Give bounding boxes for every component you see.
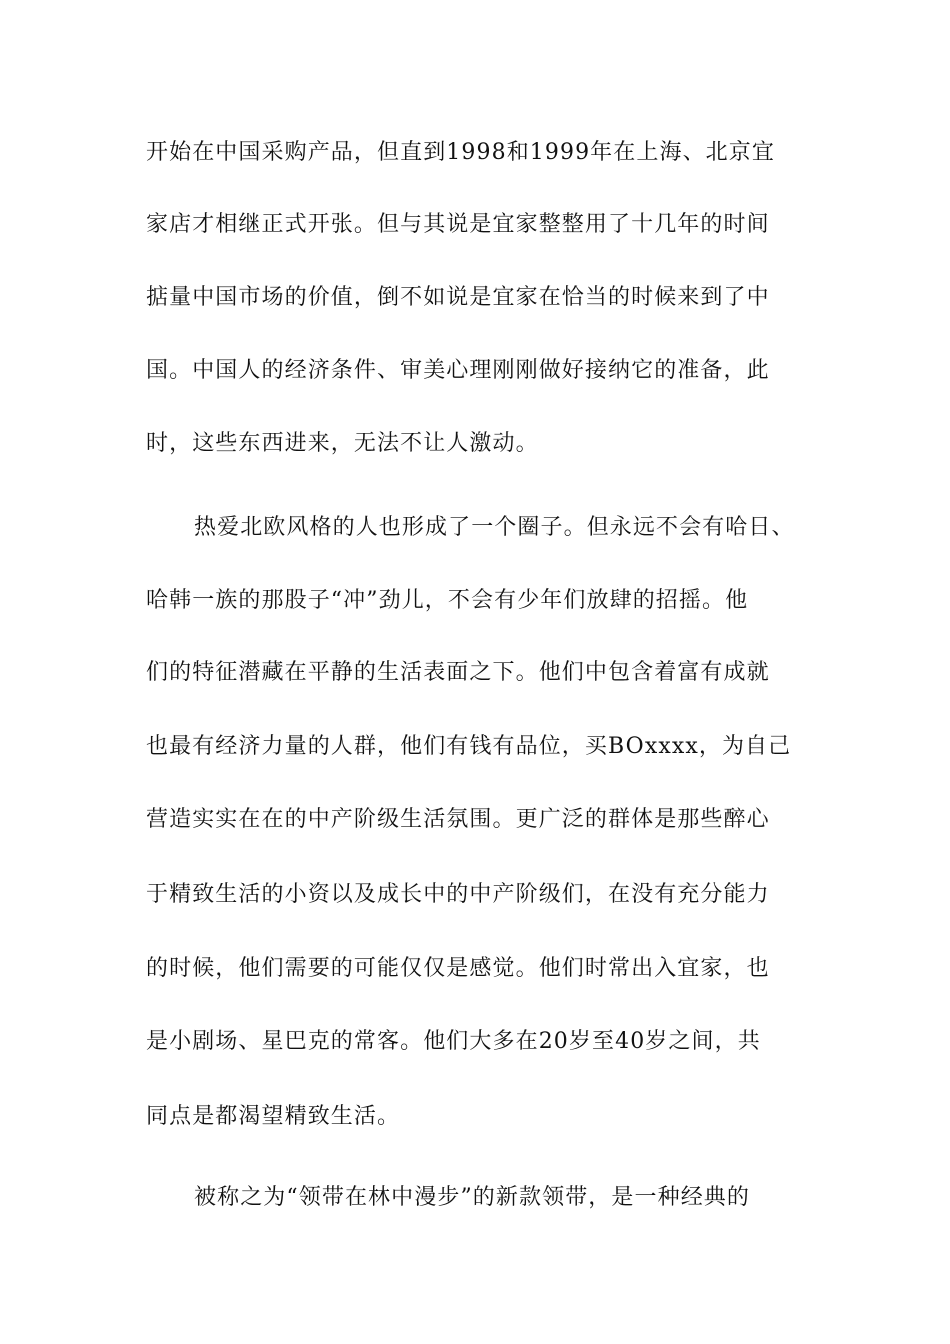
paragraph-2-line-6: 于精致生活的小资以及成长中的中产阶级们，在没有充分能力	[146, 882, 770, 907]
paragraph-1-line-4: 国。中国人的经济条件、审美心理刚刚做好接纳它的准备，此	[146, 358, 770, 383]
paragraph-1-line-1: 开始在中国采购产品，但直到1998和1999年在上海、北京宜	[146, 140, 775, 165]
paragraph-1-line-5: 时，这些东西进来，无法不让人激动。	[146, 431, 539, 456]
paragraph-2-line-2: 哈韩一族的那股子“冲”劲儿，不会有少年们放肆的招摇。他	[146, 588, 749, 613]
paragraph-3-line-1: 被称之为“领带在林中漫步”的新款领带，是一种经典的	[194, 1185, 750, 1210]
paragraph-1-line-3: 掂量中国市场的价值，倒不如说是宜家在恰当的时候来到了中	[146, 285, 770, 310]
paragraph-2-line-9: 同点是都渴望精致生活。	[146, 1104, 401, 1129]
paragraph-2-line-1: 热爱北欧风格的人也形成了一个圈子。但永远不会有哈日、	[194, 515, 795, 540]
paragraph-2-line-4: 也最有经济力量的人群，他们有钱有品位，买BOxxxx，为自己	[146, 734, 792, 759]
paragraph-2-line-5: 营造实实在在的中产阶级生活氛围。更广泛的群体是那些醉心	[146, 807, 770, 832]
paragraph-1-line-2: 家店才相继正式开张。但与其说是宜家整整用了十几年的时间	[146, 212, 770, 237]
paragraph-2-line-3: 们的特征潜藏在平静的生活表面之下。他们中包含着富有成就	[146, 660, 770, 685]
paragraph-2-line-7: 的时候，他们需要的可能仅仅是感觉。他们时常出入宜家，也	[146, 956, 770, 981]
paragraph-2-line-8: 是小剧场、星巴克的常客。他们大多在20岁至40岁之间，共	[146, 1029, 761, 1054]
